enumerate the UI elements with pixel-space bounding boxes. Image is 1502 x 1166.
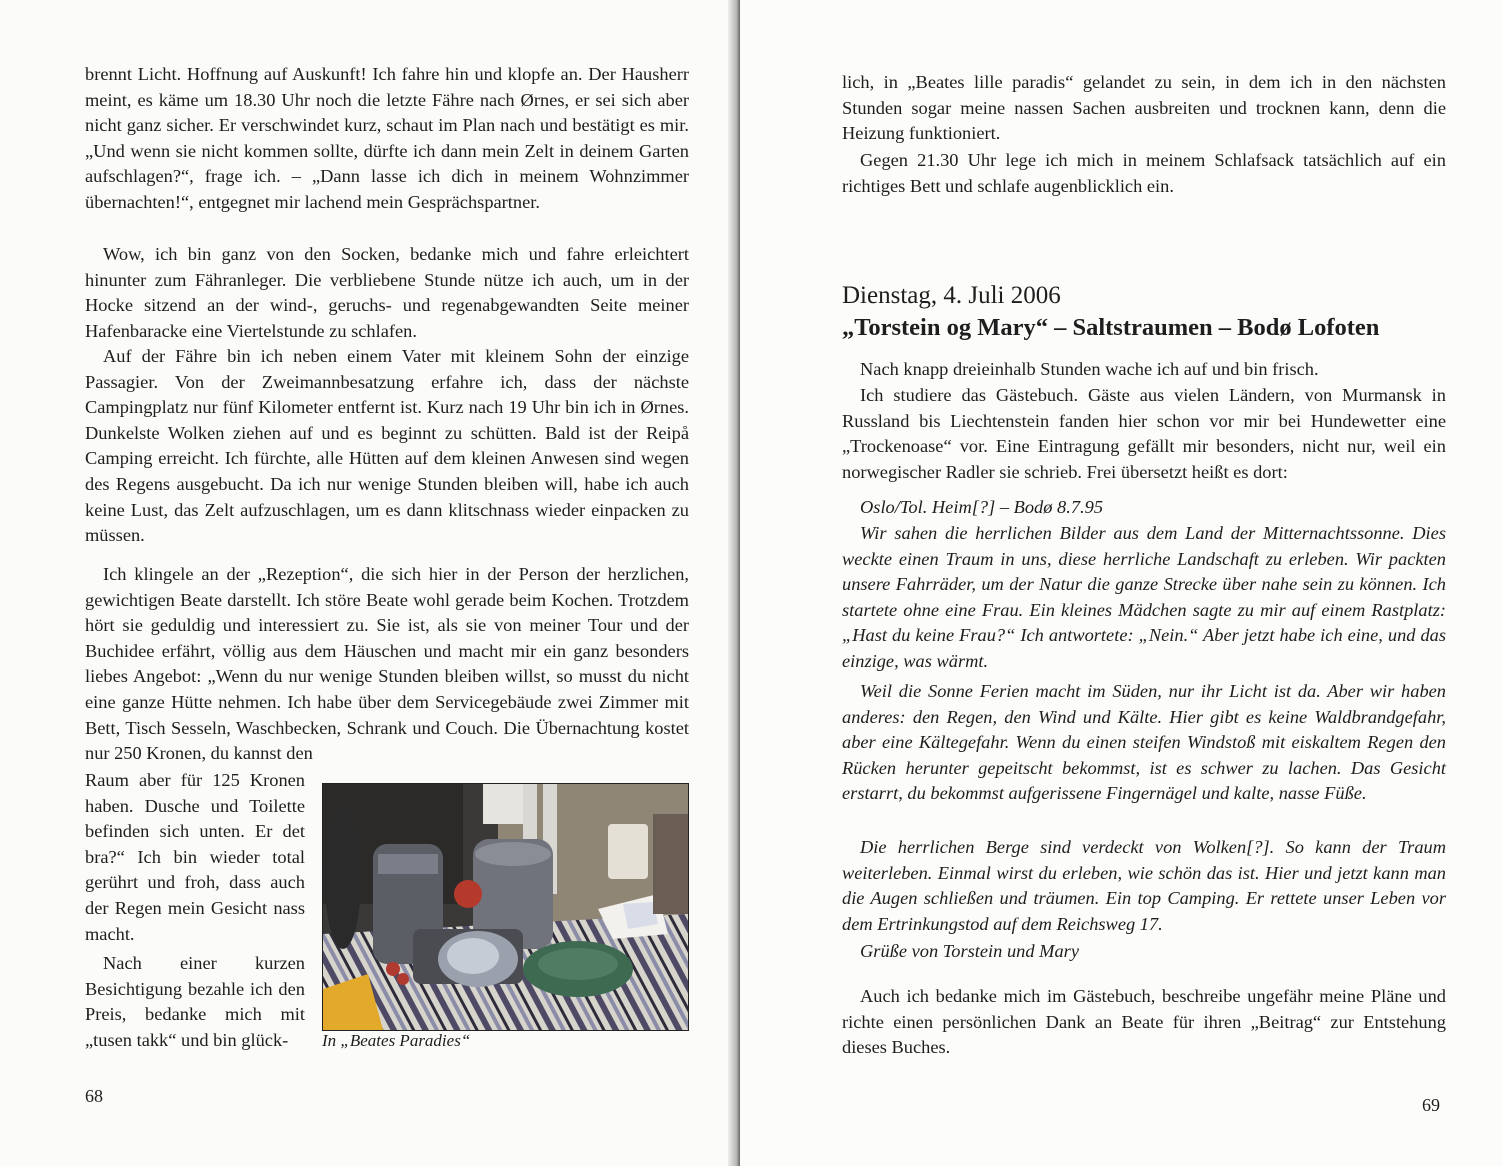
- paragraph-4-continued: Raum aber für 125 Kronen haben. Dusche und Toilette befinden sich unten. Er det bra?“ Ich bin wieder total gerührt und froh, dass auch der Regen mein Gesicht nass macht.: [85, 770, 305, 944]
- quote-header: Oslo/Tol. Heim[?] – Bodø 8.7.95: [860, 497, 1104, 517]
- quote-signature: Grüße von Torstein und Mary: [860, 941, 1079, 961]
- photo-beates-paradies: [322, 783, 689, 1031]
- paragraph-1: brennt Licht. Hoffnung auf Auskunft! Ich fahre hin und klopfe an. Der Hausherr meint, es käme um 18.30 Uhr noch die letzte Fähre nach Ørnes, er sei sich aber nicht ganz sicher. Er verschwindet kurz, schaut im Plan nach und bestätigt es mir. „Und wenn sie nicht kommen sollte, dürfte ich dann mein Zelt in deinem Garten aufschlagen?“, frage ich. – „Dann lasse ich dich in meinem Wohnzimmer übernachten!“, entgegnet mir lachend mein Gesprächspartner.: [85, 64, 689, 212]
- chapter-title-heading: „Torstein og Mary“ – Saltstraumen – Bodø Lofoten: [842, 314, 1380, 341]
- paragraph-5: Nach einer kurzen Besichtigung bezahle ich den Preis, bedanke mich mit „tusen takk“ und bin glück-: [85, 953, 305, 1050]
- paragraph-2: Wow, ich bin ganz von den Socken, bedanke mich und fahre erleichtert hinunter zum Fähranleger. Die verbliebene Stunde nütze ich auch, um in der Hocke sitzend an der wind-, geruchs- und regenabgewandten Seite meiner Hafenbaracke eine Viertelstunde zu schlafen.: [85, 244, 689, 341]
- paragraph-4: Ich klingele an der „Rezeption“, die sich hier in der Person der herzlichen, gewichtigen Beate darstellt. Ich störe Beate wohl gerade beim Kochen. Trotzdem hört sie geduldig und interessiert zu. Sie ist, als sie von meiner Tour und der Buchidee erfährt, völlig aus dem Häuschen und macht mir ein ganz besonders liebes Angebot: „Wenn du nur wenige Stunden bleiben willst, so musst du nicht eine ganze Hütte nehmen. Ich habe über dem Servicegebäude zwei Zimmer mit Bett, Tisch Sesseln, Waschbecken, Schrank und Couch. Die Übernachtung kostet nur 250 Kronen, du kannst den: [85, 564, 689, 764]
- left-page: [0, 0, 740, 1166]
- body-paragraph-1: Nach knapp dreieinhalb Stunden wache ich auf und bin frisch.: [860, 359, 1319, 379]
- page-number-left: 68: [85, 1086, 103, 1106]
- paragraph-3: Auf der Fähre bin ich neben einem Vater mit kleinem Sohn der einzige Passagier. Von der Zweimannbesatzung erfahre ich, dass der nächste Campingplatz nur fünf Kilometer entfernt ist. Kurz nach 19 Uhr bin ich in Ørnes. Dunkelste Wolken ziehen auf und es beginnt zu schütten. Bald ist der Reipå Camping erreicht. Ich fürchte, alle Hütten auf dem kleinen Anwesen sind wegen des Regens ausgebucht. Da ich nur wenige Stunden bleiben will, habe ich auch keine Lust, das Zelt aufzuschlagen, um es dann klitschnass wieder einpacken zu müssen.: [85, 346, 689, 546]
- intro-paragraph-2: Gegen 21.30 Uhr lege ich mich in meinem Schlafsack tatsächlich auf ein richtiges Bett und schlafe augenblicklich ein.: [842, 150, 1446, 196]
- page-number-right: 69: [1422, 1095, 1440, 1115]
- body-paragraph-2: Ich studiere das Gästebuch. Gäste aus vielen Ländern, von Murmansk in Russland bis Liechtenstein fanden hier schon vor mir bei Hundewetter eine „Trockenoase“ vor. Eine Eintragung gefällt mir besonders, nicht nur, weil ein norwegischer Radler sie schrieb. Frei übersetzt heißt es dort:: [842, 385, 1446, 482]
- chapter-date-heading: Dienstag, 4. Juli 2006: [842, 282, 1061, 309]
- intro-paragraph-1: lich, in „Beates lille paradis“ gelandet zu sein, in dem ich in den nächsten Stunden sogar meine nassen Sachen ausbreiten und trocknen kann, denn die Heizung funktioniert.: [842, 72, 1446, 144]
- quote-paragraph-1: Wir sahen die herrlichen Bilder aus dem Land der Mitternachtssonne. Dies weckte einen Traum in uns, diese herrliche Landschaft zu erleben. Wir packten unsere Fahrräder, um der Natur die ganze Strecke über nahe sein zu können. Ich startete ohne eine Frau. Ein kleines Mädchen sagte zu mir auf einem Rastplatz: „Hast du keine Frau?“ Ich antwortete: „Nein.“ Aber jetzt habe ich eine, und das einzige, was wärmt.: [842, 523, 1446, 671]
- closing-paragraph: Auch ich bedanke mich im Gästebuch, beschreibe ungefähr meine Pläne und richte einen persönlichen Dank an Beate für ihren „Beitrag“ zur Entstehung dieses Buches.: [842, 986, 1446, 1058]
- quote-paragraph-2: Weil die Sonne Ferien macht im Süden, nur ihr Licht ist da. Aber wir haben anderes: den Regen, den Wind und Kälte. Hier gibt es keine Waldbrandgefahr, aber eine Kältegefahr. Wenn du einen steifen Windstoß mit eiskaltem Regen den Rücken herunter gepeitscht bekommst, ist es schwer zu lachen. Das Gesicht erstarrt, du bekommst aufgerissene Fingernägel und kalte, nasse Füße.: [842, 681, 1446, 804]
- photo-caption: In „Beates Paradies“: [322, 1031, 471, 1050]
- quote-paragraph-3: Die herrlichen Berge sind verdeckt von Wolken[?]. So kann der Traum weiterleben. Einmal wirst du erleben, wie schön das ist. Hier und jetzt kann man die Augen schließen und träumen. Ein top Camping. Er rettete unser Leben vor dem Ertrinkungstod auf dem Reichsweg 17.: [842, 837, 1446, 934]
